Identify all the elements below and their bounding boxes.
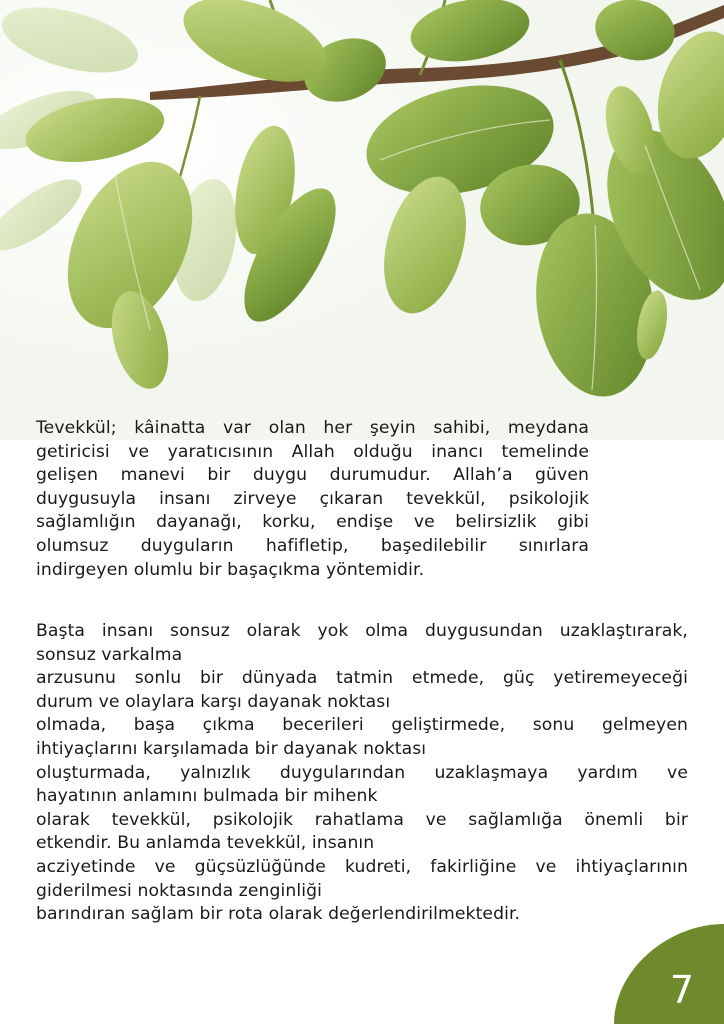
paragraph-2-line: hayatının anlamını bulmada bir mihenk xyxy=(36,786,378,807)
paragraph-2-line: durum ve olaylara karşı dayanak noktası xyxy=(36,691,391,712)
paragraph-1-line: Tevekkül; kâinatta var olan her şeyin sahibi, meydana xyxy=(36,418,589,438)
paragraph-2-line: giderilmesi noktasında zenginliği xyxy=(36,880,323,901)
page-number: 7 xyxy=(669,968,694,1012)
paragraph-1-line: gelişen manevi bir duygu durumudur. Allah’a güven xyxy=(36,465,589,486)
paragraph-2-line: Başta insanı sonsuz olarak yok olma duygusundan uzaklaştırarak, xyxy=(36,621,688,641)
paragraph-2-line: olmada, başa çıkma becerileri geliştirmede, sonu gelmeyen xyxy=(36,715,688,736)
paragraph-2-line: oluşturmada, yalnızlık duygularından uzaklaşmaya yardım ve xyxy=(36,762,688,783)
paragraph-1-line: getiricisi ve yaratıcısının Allah olduğu inancı temelinde xyxy=(36,441,589,462)
paragraph-1-line: sağlamlığın dayanağı, korku, endişe ve belirsizlik gibi xyxy=(36,512,589,533)
paragraph-2-line: arzusunu sonlu bir dünyada tatmin etmede, güç yetiremeyeceği xyxy=(36,668,688,689)
paragraph-2-line: olarak tevekkül, psikolojik rahatlama ve sağlamlığa önemli bir xyxy=(36,809,688,830)
paragraph-2-line: sonsuz varkalma xyxy=(36,644,183,665)
leaves-photo xyxy=(0,0,724,440)
paragraph-1 xyxy=(36,417,589,582)
paragraph-1-line: olumsuz duyguların hafifletip, başedilebilir sınırlara xyxy=(36,535,589,556)
paragraph-2 xyxy=(36,620,688,927)
paragraph-2-line: ihtiyaçlarını karşılamada bir dayanak noktası xyxy=(36,738,427,759)
paragraph-2-line: barındıran sağlam bir rota olarak değerlendirilmektedir. xyxy=(36,904,521,925)
paragraph-2-line: etkendir. Bu anlamda tevekkül, insanın xyxy=(36,833,375,854)
paragraph-2-line: acziyetinde ve güçsüzlüğünde kudreti, fakirliğine ve ihtiyaçlarının xyxy=(36,856,688,877)
paragraph-1-line: indirgeyen olumlu bir başaçıkma yöntemidir. xyxy=(36,559,425,580)
paragraph-1-line: duygusuyla insanı zirveye çıkaran tevekkül, psikolojik xyxy=(36,488,589,509)
